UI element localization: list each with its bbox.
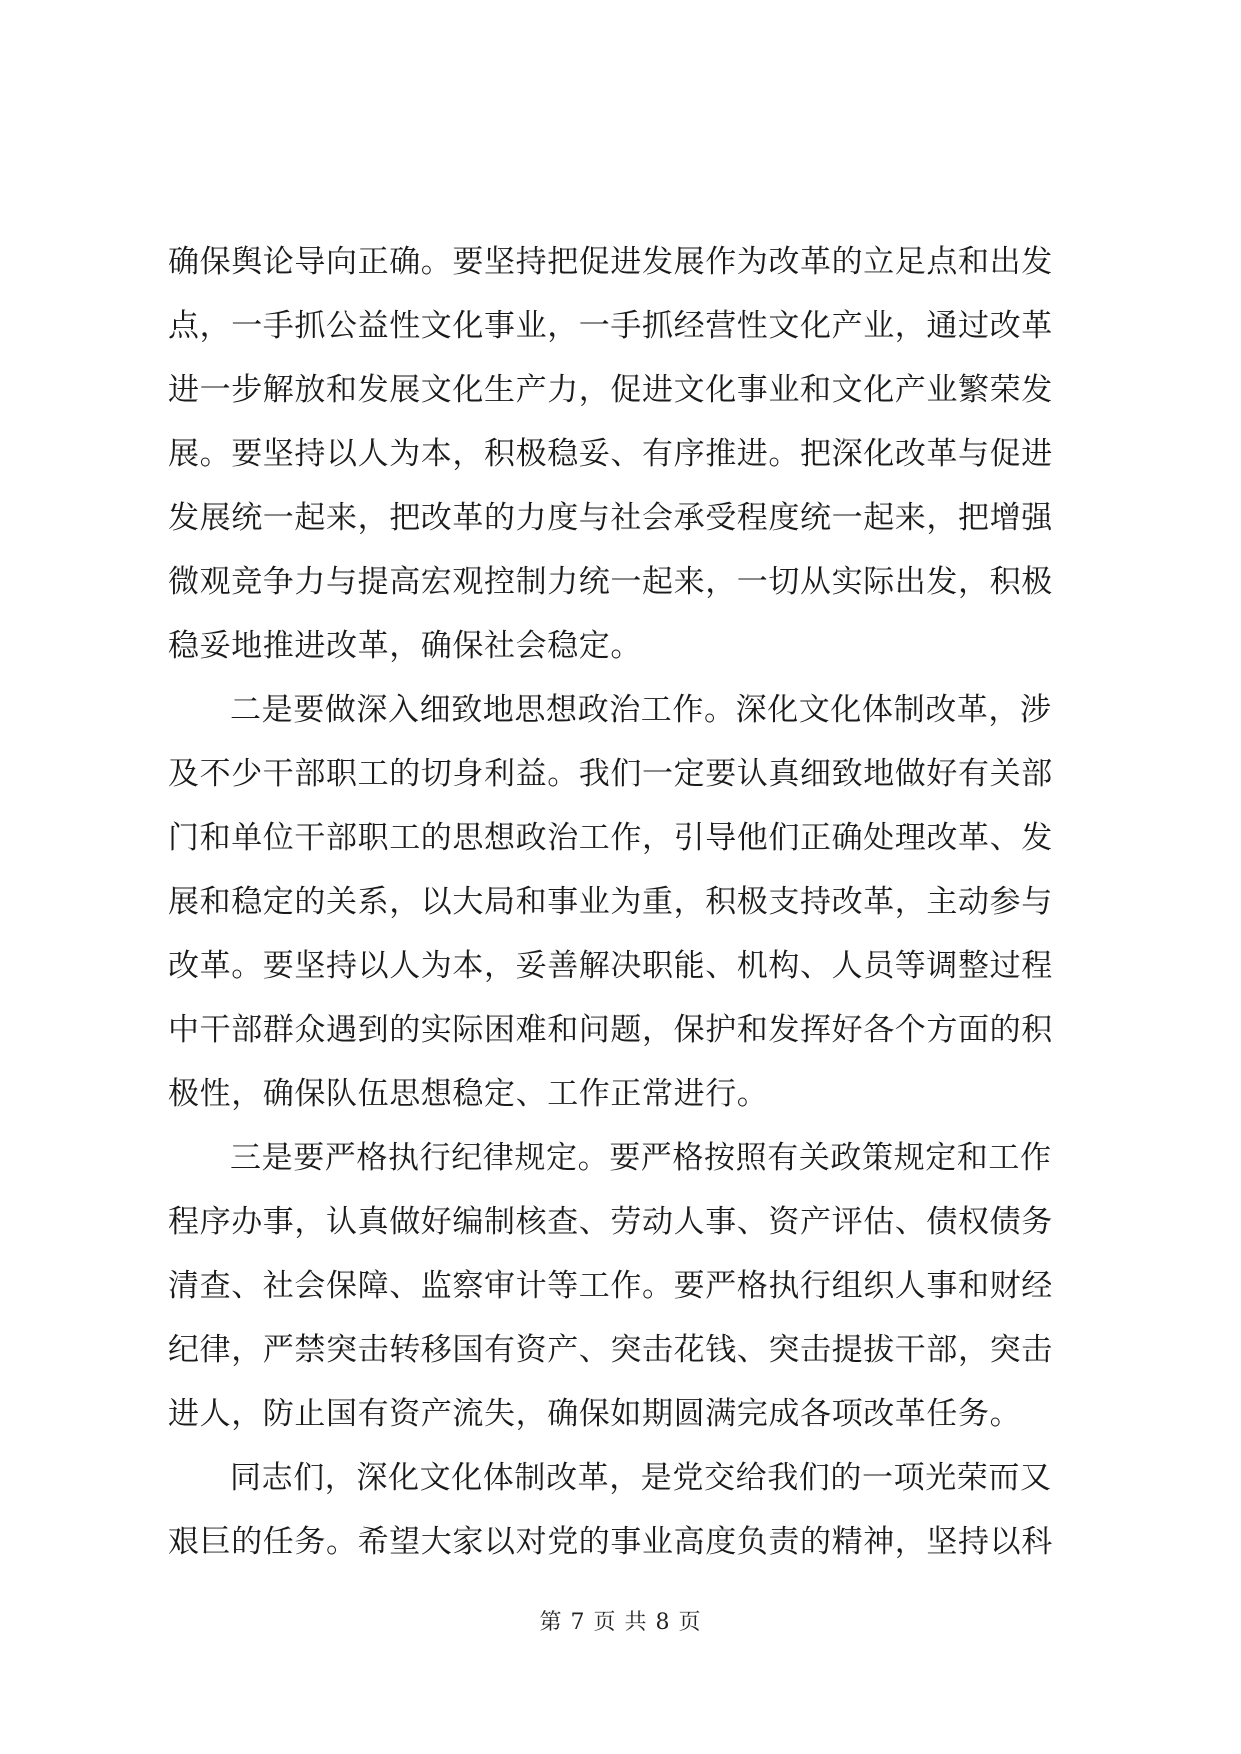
paragraph-start-line: 三是要严格执行纪律规定。要严格按照有关政策规定和工作	[230, 1140, 1052, 1176]
text-line: 稳妥地推进改革，确保社会稳定。	[168, 628, 642, 664]
text-line: 点，一手抓公益性文化事业，一手抓经营性文化产业，通过改革	[168, 308, 1053, 344]
text-line: 确保舆论导向正确。要坚持把促进发展作为改革的立足点和出发	[168, 244, 1053, 280]
text-line: 进人，防止国有资产流失，确保如期圆满完成各项改革任务。	[168, 1396, 1022, 1432]
text-line: 程序办事，认真做好编制核查、劳动人事、资产评估、债权债务	[168, 1204, 1053, 1240]
text-line: 展和稳定的关系，以大局和事业为重，积极支持改革，主动参与	[168, 884, 1053, 920]
text-line: 改革。要坚持以人为本，妥善解决职能、机构、人员等调整过程	[168, 948, 1053, 984]
text-line: 极性，确保队伍思想稳定、工作正常进行。	[168, 1076, 769, 1112]
text-line: 微观竞争力与提高宏观控制力统一起来，一切从实际出发，积极	[168, 564, 1053, 600]
body-text	[168, 230, 1053, 1574]
text-line: 中干部群众遇到的实际困难和问题，保护和发挥好各个方面的积	[168, 1012, 1053, 1048]
page-number-footer: 第 7 页 共 8 页	[539, 1610, 702, 1635]
text-line: 清查、社会保障、监察审计等工作。要严格执行组织人事和财经	[168, 1268, 1053, 1304]
text-line: 发展统一起来，把改革的力度与社会承受程度统一起来，把增强	[168, 500, 1053, 536]
paragraph-start-line: 同志们，深化文化体制改革，是党交给我们的一项光荣而又	[230, 1460, 1052, 1496]
text-line: 进一步解放和发展文化生产力，促进文化事业和文化产业繁荣发	[168, 372, 1053, 408]
text-line: 艰巨的任务。希望大家以对党的事业高度负责的精神，坚持以科	[168, 1524, 1053, 1560]
paragraph-start-line: 二是要做深入细致地思想政治工作。深化文化体制改革，涉	[230, 692, 1052, 728]
text-line: 展。要坚持以人为本，积极稳妥、有序推进。把深化改革与促进	[168, 436, 1053, 472]
text-line: 纪律，严禁突击转移国有资产、突击花钱、突击提拔干部，突击	[168, 1332, 1053, 1368]
text-line: 门和单位干部职工的思想政治工作，引导他们正确处理改革、发	[168, 820, 1053, 856]
text-line: 及不少干部职工的切身利益。我们一定要认真细致地做好有关部	[168, 756, 1053, 792]
